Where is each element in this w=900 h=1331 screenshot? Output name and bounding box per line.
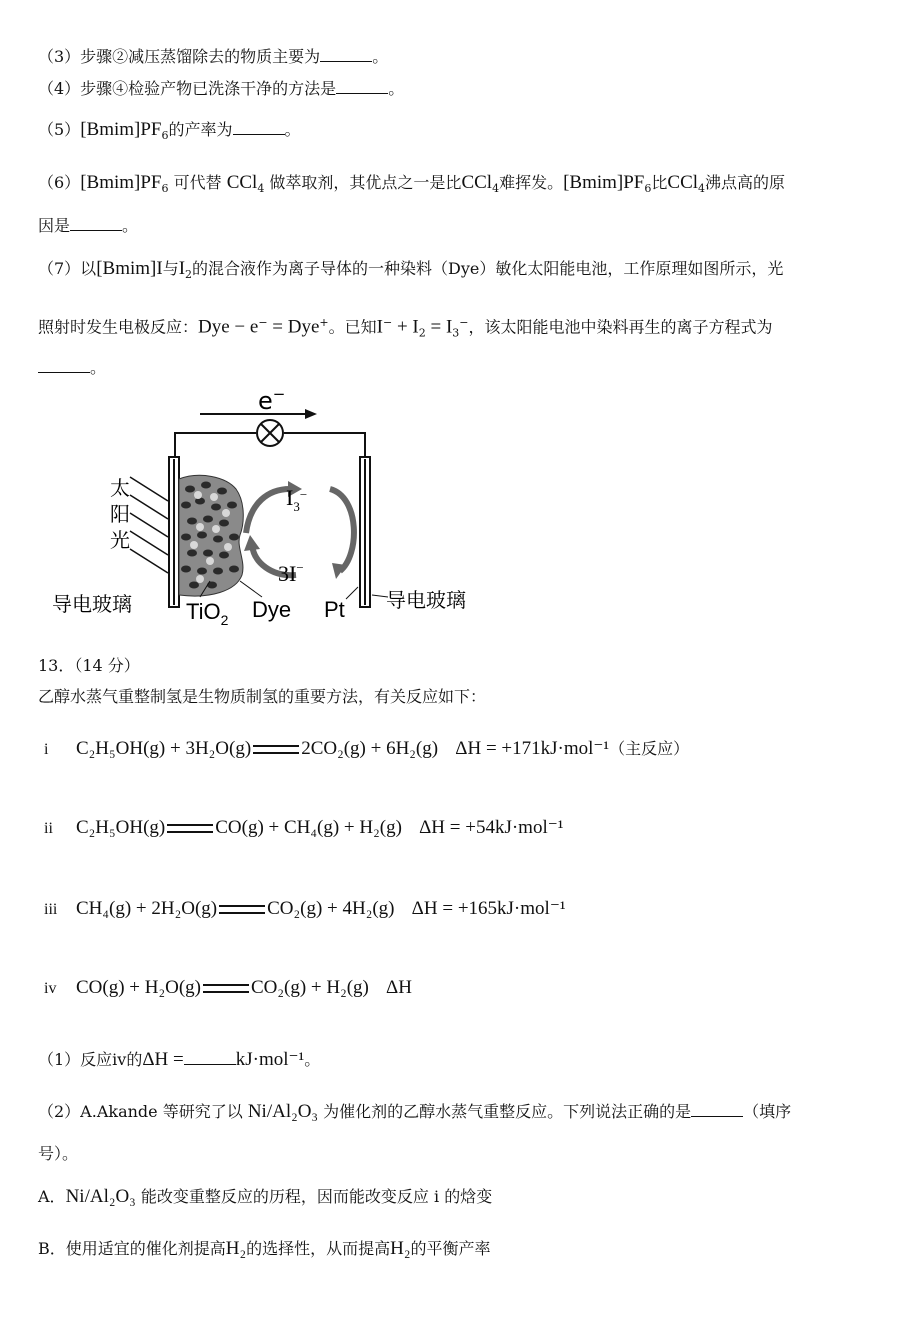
question-4: （4）步骤④检验产物已洗涤干净的方法是 。: [38, 79, 405, 98]
right-glass-label: 导电玻璃: [386, 588, 466, 612]
reduction-arrow: [330, 489, 354, 571]
circuit-wire-right: [284, 433, 365, 457]
answer-blank: [38, 356, 90, 373]
arrow-head-icon: [244, 535, 260, 551]
solar-cell-diagram: [40, 385, 500, 625]
question-3: （3）步骤②减压蒸馏除去的物质主要为 。: [38, 47, 389, 66]
question-13-intro: 乙醇水蒸气重整制氢是生物质制氢的重要方法，有关反应如下：: [38, 687, 487, 706]
electron-label: e−: [258, 385, 286, 415]
answer-blank: [336, 77, 388, 94]
arrow-head-icon: [305, 409, 317, 419]
equilibrium-sign: [167, 824, 213, 833]
answer-blank: [691, 1100, 743, 1117]
iodide-label: 3I−: [278, 560, 304, 586]
question-13-part-1: （1）反应ⅳ的ΔH = kJ·mol⁻¹。: [38, 1049, 321, 1070]
sunlight-label-3: 光: [110, 528, 130, 552]
sunlight-label-2: 阳: [110, 502, 130, 526]
question-6-line-2: 因是 。: [38, 216, 139, 235]
question-6-line-1: $(6)[Bmim]PF_6$ 可代替 CCl$_4$ 做萃取剂，其优点之一是比CCl$_4$难挥发。$[Bmim]PF_6$比CCl$_4$沸点高的原: [38, 172, 786, 196]
reaction-iv: iv CO(g) + H₂O(g) CO₂(g) + H₂(g) ΔH: [44, 977, 412, 998]
i3-label: $I_3^-$: [286, 485, 308, 514]
sunlight-rays: [130, 477, 168, 573]
reaction-i: i C₂H₅OH(g) + 3H₂O(g) 2CO₂(g) + 6H₂(g) ΔH = +171kJ·mol⁻¹（主反应）: [44, 738, 690, 759]
question-13-heading: 13．（14 分）: [38, 656, 140, 675]
reaction-iii: iii CH₄(g) + 2H₂O(g) CO₂(g) + 4H₂(g) ΔH = +165kJ·mol⁻¹: [44, 898, 566, 919]
answer-blank: [184, 1048, 236, 1065]
tio2-dye-layer: [179, 475, 243, 596]
answer-blank: [320, 45, 372, 62]
question-7-line-1: （7）以[Bmim]I与$I_2$的混合液作为离子导体的一种染料（Dye）敏化太阳能电池，工作原理如图所示，光: [38, 258, 784, 282]
answer-blank: [70, 214, 122, 231]
question-13-part-2-line-1: （2）A.Akande 等研究了以 Ni/Al₂O₃ 为催化剂的乙醇水蒸气重整反应。下列说法正确的是 （填序: [38, 1101, 792, 1122]
equilibrium-sign: [203, 984, 249, 993]
question-5: $(5)[Bmim]PF_6$的产率为 。: [38, 119, 301, 143]
sunlight-label-1: 太: [110, 476, 130, 500]
pt-label: Pt: [324, 597, 345, 622]
left-glass-label: 导电玻璃: [52, 592, 132, 616]
lamp-icon: [257, 420, 283, 446]
question-7-line-2: 照射时发生电极反应：Dye − e− = Dye+。已知$I^- + I_2 = I_3^-$，该太阳能电池中染料再生的离子方程式为: [38, 316, 773, 340]
oxidation-arrow: [246, 489, 290, 533]
equilibrium-sign: [219, 905, 265, 914]
dye-label: Dye: [252, 597, 292, 622]
tio2-label: TiO$_2$: [186, 599, 229, 625]
answer-blank: [233, 118, 285, 135]
question-7-line-3: 。: [38, 356, 870, 379]
equilibrium-sign: [253, 745, 299, 754]
circuit-wire-left: [175, 433, 256, 457]
reaction-ii: ii C₂H₅OH(g) CO(g) + CH₄(g) + H₂(g) ΔH = +54kJ·mol⁻¹: [44, 817, 564, 838]
question-13-part-2-line-2: 号）。: [38, 1144, 79, 1163]
option-b: B．使用适宜的催化剂提高H₂的选择性，从而提高H₂的平衡产率: [38, 1238, 491, 1259]
option-a: A．Ni/Al₂O₃ 能改变重整反应的历程，因而能改变反应 i 的焓变: [38, 1186, 493, 1207]
